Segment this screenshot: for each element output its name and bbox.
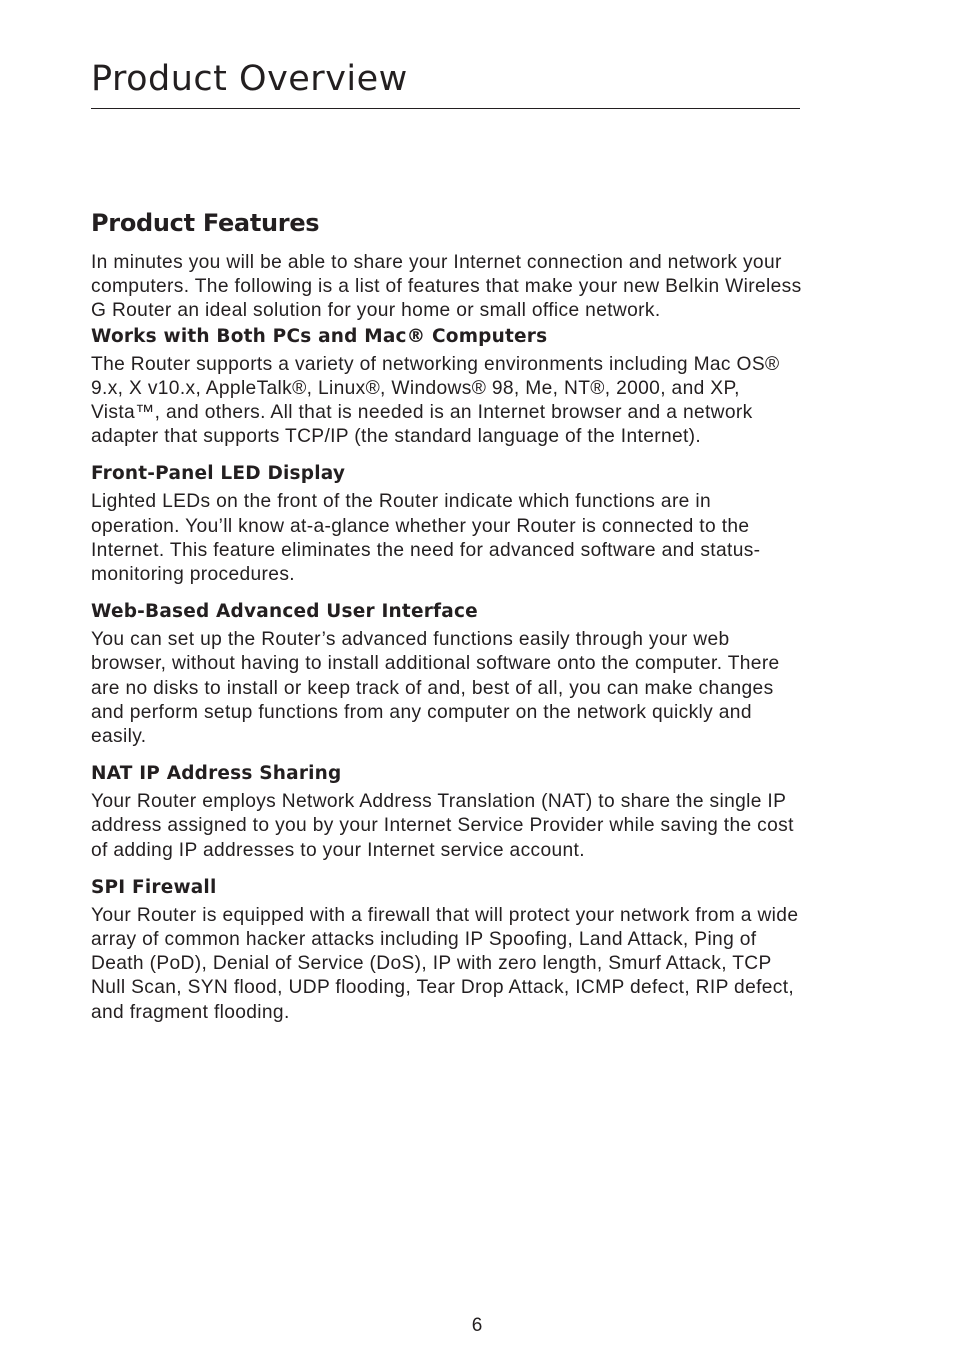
feature-pc-mac (91, 324, 803, 450)
feature-nat-sharing (91, 761, 803, 863)
feature-spi-firewall (91, 875, 803, 1025)
page-number: 6 (471, 1315, 483, 1336)
section-heading: Product Features (91, 209, 320, 237)
feature-heading: SPI Firewall (91, 876, 217, 898)
feature-body: Your Router employs Network Address Translation (NAT) to share the single IP address assigned to you by your Internet Service Provider while saving the cost of adding IP addresses to your Internet service account. (91, 791, 794, 861)
feature-body: The Router supports a variety of networking environments including Mac OS® 9.x, X v10.x, AppleTalk®, Linux®, Windows® 98, Me, NT®, 2000, and XP, Vista™, and others. All that is needed is an Internet browser and a network adapter that supports TCP/IP (the standard language of the Internet). (91, 353, 780, 448)
feature-body: You can set up the Router’s advanced functions easily through your web browser, without having to install additional software onto the computer. There are no disks to install or keep track of and, best of all, you can make changes and perform setup functions from any computer on the network quickly and easily. (91, 629, 780, 748)
feature-led-display (91, 461, 803, 587)
feature-heading: NAT IP Address Sharing (91, 763, 342, 785)
main-content (91, 205, 803, 1037)
title-divider (91, 108, 800, 109)
page-title: Product Overview (91, 59, 408, 99)
feature-heading: Front-Panel LED Display (91, 463, 346, 485)
section-intro: In minutes you will be able to share your Internet connection and network your computers. The following is a list of features that make your new Belkin Wireless G Router an ideal solution for your home or small office network. (91, 252, 802, 322)
feature-heading: Works with Both PCs and Mac® Computers (91, 325, 548, 347)
feature-body: Your Router is equipped with a firewall that will protect your network from a wide array of common hacker attacks including IP Spoofing, Land Attack, Ping of Death (PoD), Denial of Service (DoS), IP with zero length, Smurf Attack, TCP Null Scan, SYN flood, UDP flooding, Tear Drop Attack, ICMP defect, RIP defect, and fragment flooding. (91, 904, 799, 1023)
feature-web-interface (91, 599, 803, 749)
feature-heading: Web-Based Advanced User Interface (91, 601, 478, 623)
feature-body: Lighted LEDs on the front of the Router indicate which functions are in operation. You’ll know at-a-glance whether your Router is connected to the Internet. This feature eliminates the need for advanced software and status-monitoring procedures. (91, 491, 761, 586)
